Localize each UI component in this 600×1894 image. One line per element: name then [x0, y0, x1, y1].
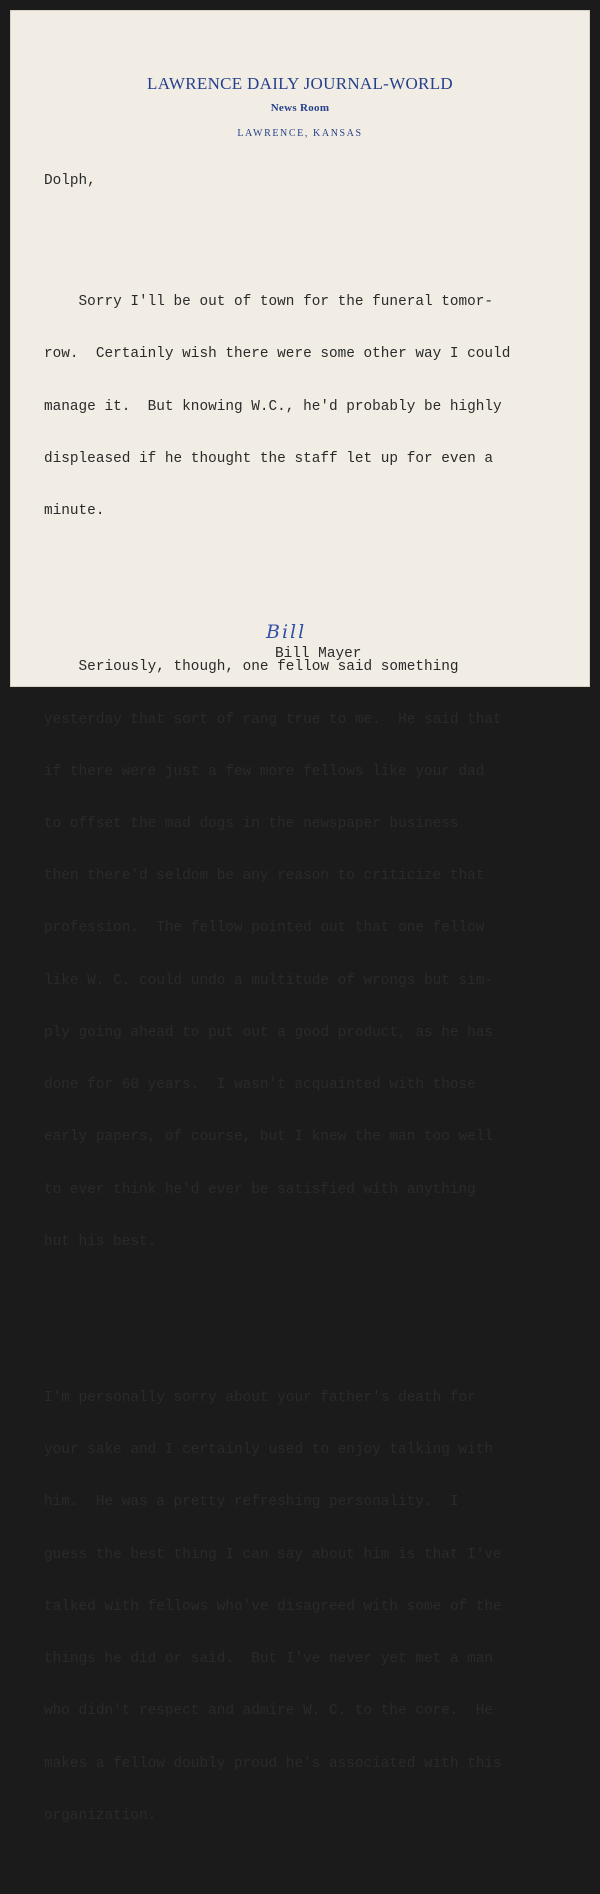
- text-line: things he did or said. But I've never yet met a man: [44, 1651, 494, 1668]
- text-line: Sorry I'll be out of town for the funeral tomor-: [44, 294, 494, 311]
- text-line: done for 60 years. I wasn't acquainted with those: [44, 1077, 476, 1094]
- text-line: him. He was a pretty refreshing personality. I: [44, 1494, 459, 1511]
- paragraph-2: [44, 625, 584, 1286]
- text-line: if there were just a few more fellows like your dad: [44, 763, 485, 780]
- letterhead-title: LAWRENCE DAILY JOURNAL-WORLD: [147, 74, 453, 93]
- text-line: early papers, of course, but I knew the man too well: [44, 1129, 494, 1146]
- text-line: but his best.: [44, 1233, 157, 1250]
- text-line: ply going ahead to put out a good product, as he has: [44, 1024, 494, 1041]
- salutation: Dolph,: [44, 172, 96, 189]
- text-line: guess the best thing I can say about him is that I've: [44, 1546, 502, 1563]
- text-line: displeased if he thought the staff let up for even a: [44, 450, 494, 467]
- text-line: Seriously, though, one fellow said something: [44, 659, 459, 676]
- text-line: to ever think he'd ever be satisfied with anything: [44, 1181, 476, 1198]
- letterhead-location: LAWRENCE, KANSAS: [237, 128, 363, 139]
- text-line: row. Certainly wish there were some other way I could: [44, 346, 511, 363]
- typed-signature-name: Bill Mayer: [275, 646, 362, 662]
- letterhead: [10, 74, 590, 139]
- letter-body: [44, 138, 584, 1894]
- text-line: profession. The fellow pointed out that one fellow: [44, 920, 485, 937]
- paragraph-3: [44, 1355, 584, 1860]
- text-line: yesterday that sort of rang true to me. He said that: [44, 711, 502, 728]
- text-line: talked with fellows who've disagreed with some of the: [44, 1598, 502, 1615]
- text-line: like W. C. could undo a multitude of wrongs but sim-: [44, 972, 494, 989]
- text-line: organization.: [44, 1807, 157, 1824]
- text-line: who didn't respect and admire W. C. to the core. He: [44, 1703, 494, 1720]
- letterhead-subtitle: News Room: [270, 102, 330, 114]
- text-line: to offset the mad dogs in the newspaper business: [44, 816, 459, 833]
- paragraph-1: [44, 259, 584, 555]
- text-line: minute.: [44, 503, 105, 520]
- text-line: makes a fellow doubly proud he's associated with this: [44, 1755, 502, 1772]
- handwritten-signature: Bill: [266, 621, 307, 643]
- text-line: your sake and I certainly used to enjoy talking with: [44, 1442, 494, 1459]
- text-line: I'm personally sorry about your father's death for: [44, 1390, 476, 1407]
- text-line: then there'd seldom be any reason to criticize that: [44, 868, 485, 885]
- text-line: manage it. But knowing W.C., he'd probably be highly: [44, 398, 502, 415]
